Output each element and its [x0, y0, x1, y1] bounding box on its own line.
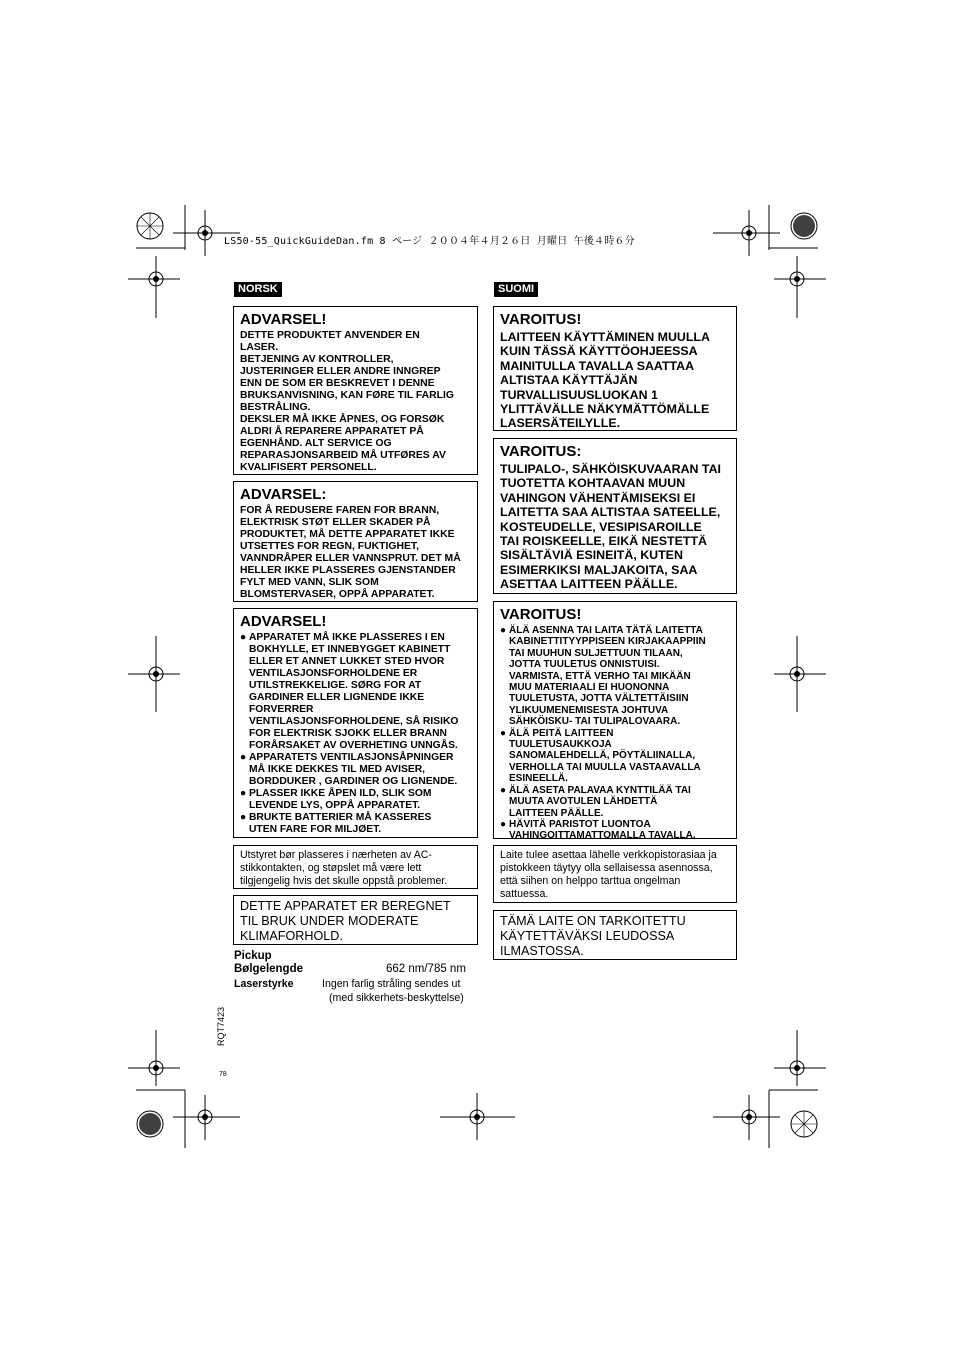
spec-wavelength-label: Bølgelengde	[234, 963, 304, 975]
bullet-icon: ●	[500, 784, 507, 796]
norsk-climate-text: DETTE APPARATET ER BEREGNET TIL BRUK UNDER MODERATE KLIMAFORHOLD.	[240, 899, 451, 943]
list-item-text: ÄLÄ PEITÄ LAITTEEN TUULETUSAUKKOJA SANOMALEHDELLÄ, PÖYTÄLIINALLA, VERHOLLA TAI MUULLA VASTAAVALLA ESINEELLÄ.	[509, 727, 701, 785]
list-item-text: APPARATET MÅ IKKE PLASSERES I EN BOKHYLLE, ET INNEBYGGET KABINETT ELLER ET ANNET LUKKET STED HVOR VENTILASJONSFORHOLDENE ER UTILSTREKKELIGE. SØRG FOR AT GARDINER ELLER LIGNENDE IKKE FORVERRER VENTILASJONSFORHOLDENE, SÅ RISIKO FOR ELEKTRISK SJOKK ELLER BRANN FORÅRSAKET AV OVERHETING UNNGÅS.	[249, 632, 459, 751]
spec-laser-value-line1: Ingen farlig stråling sendes ut	[322, 978, 461, 990]
bullet-icon: ●	[240, 632, 247, 643]
norsk-warning-title: ADVARSEL!	[240, 613, 327, 630]
list-item	[500, 728, 730, 785]
suomi-outlet-note-box	[493, 845, 737, 903]
list-item	[500, 819, 730, 842]
list-item-text: ÄLÄ ASETA PALAVAA KYNTTILÄÄ TAI MUUTA AVOTULEN LÄHDETTÄ LAITTEEN PÄÄLLE.	[509, 784, 691, 819]
bullet-icon: ●	[240, 812, 247, 823]
suomi-warning-title: VAROITUS:	[500, 443, 582, 460]
list-item-text: PLASSER IKKE ÅPEN ILD, SLIK SOM LEVENDE LYS, OPPÅ APPARATET.	[249, 788, 432, 811]
bullet-icon: ●	[240, 752, 247, 763]
spec-pickup-heading: Pickup	[234, 950, 272, 962]
norsk-laser-warning-text: DETTE PRODUKTET ANVENDER EN LASER. BETJENING AV KONTROLLER, JUSTERINGER ELLER ANDRE INNGREP ENN DE SOM ER BESKREVET I DENNE BRUKSANVISNING, KAN FØRE TIL FARLIG BESTRÅLING. DEKSLER MÅ IKKE ÅPNES, OG FORSØK ALDRI Å REPARERE APPARATET PÅ EGENHÅND. ALT SERVICE OG REPARASJONSARBEID MÅ UTFØRES AV KVALIFISERT PERSONELL.	[240, 330, 454, 473]
norsk-outlet-note-text: Utstyret bør plasseres i nærheten av AC- stikkontakten, og støpslet må være lett tilgjengelig hvis det skulle oppstå problemer.	[240, 849, 448, 887]
list-item-text: HÄVITÄ PARISTOT LUONTOA VAHINGOITTAMATTOMALLA TAVALLA.	[509, 818, 696, 842]
bullet-icon: ●	[500, 818, 507, 830]
suomi-fire-warning-box	[493, 438, 737, 594]
suomi-language-tag: SUOMI	[494, 282, 538, 297]
list-item	[240, 632, 471, 752]
suomi-outlet-note-text: Laite tulee asettaa lähelle verkkopistorasiaa ja pistokkeen täytyy olla sellaisessa asennossa, että siihen on helppo tarttua ongelman sattuessa.	[500, 849, 717, 900]
list-item	[240, 752, 471, 788]
spec-wavelength-value: 662 nm/785 nm	[386, 963, 466, 975]
list-item	[240, 788, 471, 812]
suomi-placement-warning-box	[493, 601, 737, 842]
norsk-warning-title: ADVARSEL!	[240, 311, 327, 328]
suomi-warning-title: VAROITUS!	[500, 606, 582, 623]
norsk-fire-warning-text: FOR Å REDUSERE FAREN FOR BRANN, ELEKTRISK STØT ELLER SKADER PÅ PRODUKTET, MÅ DETTE APPARATET IKKE UTSETTES FOR REGN, FUKTIGHET, VANNDRÅPER ELLER VANNSPRUT. DET MÅ HELLER IKKE PLASSERES GJENSTANDER FYLT MED VANN, SLIK SOM BLOMSTERVASER, OPPÅ APPARATET.	[240, 505, 461, 600]
suomi-climate-box	[493, 910, 737, 960]
norsk-warning-title: ADVARSEL:	[240, 486, 327, 503]
list-item-text: APPARATETS VENTILASJONSÅPNINGER MÅ IKKE DEKKES TIL MED AVISER, BORDDUKER , GARDINER OG LIGNENDE.	[249, 752, 458, 787]
spec-laser-label: Laserstyrke	[234, 978, 294, 990]
suomi-warning-list	[500, 625, 730, 842]
norsk-language-tag: NORSK	[234, 282, 282, 297]
suomi-laser-warning-box	[493, 306, 737, 431]
list-item	[240, 812, 471, 836]
list-item	[500, 625, 730, 728]
file-header-line: LS50-55_QuickGuideDan.fm 8 ページ ２００４年４月２６日 月曜日 午後４時６分	[224, 236, 635, 247]
suomi-warning-title: VAROITUS!	[500, 311, 582, 328]
list-item-text: ÄLÄ ASENNA TAI LAITA TÄTÄ LAITETTA KABINETTITYYPPISEEN KIRJAKAAPPIIN TAI MUUHUN SULJETTUUN TILAAN, JOTTA TUULETUS ONNISTUISI. VARMISTA, ETTÄ VERHO TAI MIKÄÄN MUU MATERIAALI EI HUONONNA TUULETUSTA, JOTTA VÄLTETTÄISIIN YLIKUUMENEMISESTA JOHTUVA SÄHKÖISKU- TAI TULIPALOVAARA.	[509, 625, 706, 728]
suomi-climate-text: TÄMÄ LAITE ON TARKOITETTU KÄYTETTÄVÄKSI LEUDOSSA ILMASTOSSA.	[500, 914, 686, 958]
list-item-text: BRUKTE BATTERIER MÅ KASSERES UTEN FARE FOR MILJØET.	[249, 812, 432, 835]
spec-laser-value-line2: (med sikkerhets-beskyttelse)	[329, 992, 464, 1004]
bullet-icon: ●	[500, 727, 507, 739]
list-item	[500, 785, 730, 819]
bullet-icon: ●	[240, 788, 247, 799]
suomi-fire-warning-text: TULIPALO-, SÄHKÖISKUVAARAN TAI TUOTETTA KOHTAAVAN MUUN VAHINGON VÄHENTÄMISEKSI EI LAITETTA SAA ALTISTAA SATEELLE, KOSTEUDELLE, VESIPISAROILLE TAI ROISKEELLE, EIKÄ NESTETTÄ SISÄLTÄVIÄ ESINEITÄ, KUTEN ESIMERKIKSI MALJAKOITA, SAA ASETTAA LAITTEEN PÄÄLLE.	[500, 462, 721, 592]
bullet-icon: ●	[500, 625, 507, 636]
norsk-climate-box	[233, 895, 478, 945]
suomi-laser-warning-text: LAITTEEN KÄYTTÄMINEN MUULLA KUIN TÄSSÄ KÄYTTÖOHJEESSA MAINITULLA TAVALLA SAATTAA ALTISTAA KÄYTTÄJÄN TURVALLISUUSLUOKAN 1 YLITTÄVÄLLE NÄKYMÄTTÖMÄLLE LASERSÄTEILYLLE.	[500, 330, 710, 431]
model-code: RQT7423	[216, 1006, 226, 1046]
norsk-laser-warning-box	[233, 306, 478, 475]
norsk-placement-warning-box	[233, 608, 478, 838]
norsk-outlet-note-box	[233, 845, 478, 889]
norsk-fire-warning-box	[233, 481, 478, 602]
norsk-warning-list	[240, 632, 471, 836]
page-number: 78	[219, 1071, 227, 1078]
